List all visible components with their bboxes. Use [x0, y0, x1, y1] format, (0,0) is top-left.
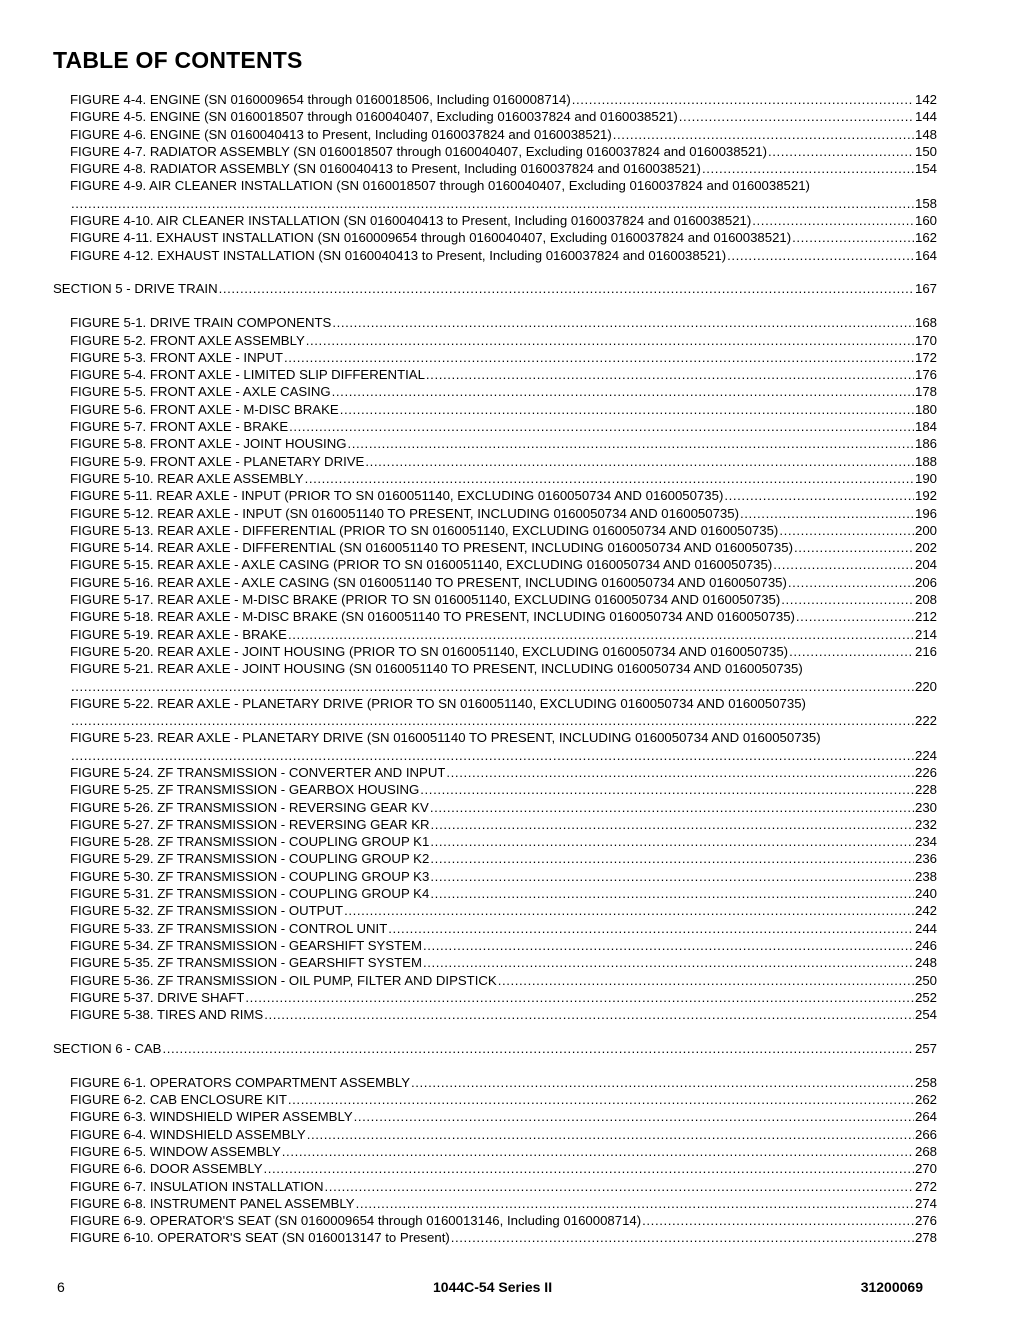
toc-entry-page: 270: [914, 1161, 937, 1177]
toc-entry-title: FIGURE 6-9. OPERATOR'S SEAT (SN 0160009654 through 0160013146, Including 0160008714): [70, 1213, 642, 1229]
toc-entry[interactable]: [53, 366, 937, 383]
footer-document-number: 31200069: [860, 1279, 923, 1295]
toc-entry[interactable]: [53, 972, 937, 989]
toc-entry-title: FIGURE 6-5. WINDOW ASSEMBLY: [70, 1143, 281, 1159]
dot-leader: [71, 712, 914, 729]
toc-entry-page: 190: [914, 470, 937, 486]
toc-entry-title: FIGURE 5-25. ZF TRANSMISSION - GEARBOX HOUSING: [70, 782, 420, 798]
toc-entry[interactable]: [53, 608, 937, 625]
toc-entry-page: 164: [914, 247, 937, 263]
toc-entry-page: 186: [914, 436, 937, 452]
toc-entry-page: 178: [914, 384, 937, 400]
toc-entry[interactable]: [53, 1178, 937, 1195]
dot-leader: [354, 1108, 914, 1125]
toc-entry[interactable]: [53, 954, 937, 971]
toc-entry-page: 176: [914, 367, 937, 383]
toc-entry[interactable]: [53, 539, 937, 556]
dot-leader: [796, 608, 914, 625]
toc-entry-page: 244: [914, 920, 937, 936]
toc-entry-page: 216: [914, 643, 937, 659]
toc-entry-title: FIGURE 5-9. FRONT AXLE - PLANETARY DRIVE: [70, 453, 365, 469]
toc-entry-page: 246: [914, 937, 937, 953]
toc-entry[interactable]: [53, 1195, 937, 1212]
toc-entry-page: 142: [914, 92, 937, 107]
dot-leader: [702, 160, 914, 177]
toc-entry-page: 276: [914, 1213, 937, 1229]
dot-leader: [451, 1229, 914, 1246]
toc-entry-title: FIGURE 5-36. ZF TRANSMISSION - OIL PUMP, FILTER AND DIPSTICK: [70, 972, 497, 988]
toc-entry[interactable]: [53, 160, 937, 177]
toc-entry-page: 170: [914, 332, 937, 348]
toc-entry-title: FIGURE 6-4. WINDSHIELD ASSEMBLY: [70, 1126, 306, 1142]
dot-leader: [423, 937, 914, 954]
dot-leader: [388, 920, 914, 937]
dot-leader: [71, 678, 914, 695]
toc-entry-page: 158: [914, 195, 937, 211]
toc-entry-page: 238: [914, 868, 937, 884]
dot-leader: [789, 643, 914, 660]
toc-section-entry[interactable]: [53, 1040, 937, 1057]
toc-entry-title: FIGURE 5-12. REAR AXLE - INPUT (SN 0160051140 TO PRESENT, INCLUDING 0160050734 AND 0160050735): [70, 505, 739, 521]
toc-entry[interactable]: [53, 247, 937, 264]
toc-entry[interactable]: [53, 920, 937, 937]
toc-entry-title: FIGURE 5-11. REAR AXLE - INPUT (PRIOR TO SN 0160051140, EXCLUDING 0160050734 AND 0160050735): [70, 488, 724, 504]
toc-entry[interactable]: [53, 556, 937, 573]
toc-entry-title: FIGURE 4-8. RADIATOR ASSEMBLY (SN 0160040413 to Present, Including 0160037824 and 0160038521): [70, 161, 701, 177]
toc-entry[interactable]: [53, 143, 937, 160]
toc-entry-page: 226: [914, 764, 937, 780]
toc-entry[interactable]: [53, 1126, 937, 1143]
dot-leader: [768, 143, 914, 160]
toc-entry[interactable]: [53, 833, 937, 850]
toc-entry[interactable]: [53, 470, 937, 487]
toc-entry[interactable]: [53, 212, 937, 229]
dot-leader: [344, 902, 914, 919]
toc-entry-page: 242: [914, 903, 937, 919]
toc-entry[interactable]: [53, 729, 937, 764]
toc-entry-title: FIGURE 5-5. FRONT AXLE - AXLE CASING: [70, 384, 331, 400]
toc-entry[interactable]: [53, 626, 937, 643]
toc-entry-title: FIGURE 6-7. INSULATION INSTALLATION: [70, 1178, 324, 1194]
toc-entry-page: 162: [914, 230, 937, 246]
toc-entry-title: FIGURE 5-6. FRONT AXLE - M-DISC BRAKE: [70, 401, 339, 417]
toc-entry-title: FIGURE 5-28. ZF TRANSMISSION - COUPLING GROUP K1: [70, 834, 430, 850]
toc-entry-page: 232: [914, 816, 937, 832]
dot-leader: [289, 418, 914, 435]
toc-entry[interactable]: [53, 1160, 937, 1177]
toc-entry-title: SECTION 6 - CAB: [53, 1040, 162, 1056]
toc-entry-page: 228: [914, 782, 937, 798]
toc-entry-title: FIGURE 5-29. ZF TRANSMISSION - COUPLING GROUP K2: [70, 851, 430, 867]
dot-leader: [431, 816, 914, 833]
toc-entry-title: FIGURE 5-1. DRIVE TRAIN COMPONENTS: [70, 315, 332, 331]
footer-page-number: 6: [57, 1279, 65, 1295]
dot-leader: [788, 574, 914, 591]
toc-entry-title: FIGURE 5-31. ZF TRANSMISSION - COUPLING GROUP K4: [70, 886, 430, 902]
dot-leader: [264, 1006, 914, 1023]
toc-entry-title: FIGURE 5-2. FRONT AXLE ASSEMBLY: [70, 332, 305, 348]
toc-entry-page: 150: [914, 143, 937, 159]
toc-entry-page: 234: [914, 834, 937, 850]
toc-section-entry[interactable]: [53, 280, 937, 297]
toc-entry-page: 192: [914, 488, 937, 504]
toc-entry[interactable]: [53, 505, 937, 522]
toc-entry-title: FIGURE 5-17. REAR AXLE - M-DISC BRAKE (PRIOR TO SN 0160051140, EXCLUDING 0160050734 AND 0160050735): [70, 592, 781, 608]
dot-leader: [430, 885, 914, 902]
toc-entry-page: 278: [914, 1230, 937, 1246]
toc-entry[interactable]: [53, 418, 937, 435]
toc-entry-title: FIGURE 5-38. TIRES AND RIMS: [70, 1007, 264, 1023]
toc-entry[interactable]: [53, 1108, 937, 1125]
dot-leader: [430, 868, 914, 885]
toc-entry[interactable]: [53, 574, 937, 591]
dot-leader: [332, 383, 914, 400]
dot-leader: [288, 1091, 914, 1108]
dot-leader: [365, 453, 914, 470]
toc-entry-page: 180: [914, 401, 937, 417]
toc-entry-page: 254: [914, 1007, 937, 1023]
toc-entry-title: FIGURE 4-11. EXHAUST INSTALLATION (SN 0160009654 through 0160040407, Excluding 0160037824 and 0160038521): [70, 230, 792, 246]
dot-leader: [348, 435, 914, 452]
toc-entry-page: 262: [914, 1092, 937, 1108]
toc-entry[interactable]: [53, 850, 937, 867]
toc-entry-title: FIGURE 6-6. DOOR ASSEMBLY: [70, 1161, 263, 1177]
dot-leader: [282, 1143, 914, 1160]
toc-entry[interactable]: [53, 885, 937, 902]
dot-leader: [420, 781, 914, 798]
dot-leader: [340, 401, 914, 418]
footer-model-name: 1044C-54 Series II: [433, 1279, 553, 1295]
dot-leader: [288, 626, 914, 643]
toc-entry-title: FIGURE 6-10. OPERATOR'S SEAT (SN 0160013147 to Present): [70, 1230, 450, 1246]
dot-leader: [332, 314, 914, 331]
toc-entry-title: FIGURE 5-3. FRONT AXLE - INPUT: [70, 349, 283, 365]
toc-entry-title: FIGURE 4-10. AIR CLEANER INSTALLATION (SN 0160040413 to Present, Including 0160037824 and 0160038521): [70, 213, 752, 229]
dot-leader: [306, 332, 914, 349]
dot-leader: [219, 280, 914, 297]
toc-entry[interactable]: [53, 816, 937, 833]
toc-entry-title: FIGURE 5-19. REAR AXLE - BRAKE: [70, 626, 287, 642]
dot-leader: [430, 850, 914, 867]
toc-entry[interactable]: [53, 764, 937, 781]
toc-entry-title: FIGURE 5-34. ZF TRANSMISSION - GEARSHIFT SYSTEM: [70, 937, 422, 953]
toc-entry[interactable]: [53, 695, 937, 730]
dot-leader: [71, 195, 914, 212]
dot-leader: [284, 349, 914, 366]
toc-entry-page: 236: [914, 851, 937, 867]
toc-entry-page: 184: [914, 419, 937, 435]
toc-entry[interactable]: [53, 868, 937, 885]
toc-entry-title: FIGURE 5-35. ZF TRANSMISSION - GEARSHIFT SYSTEM: [70, 955, 422, 971]
dot-leader: [781, 591, 914, 608]
dot-leader: [773, 556, 914, 573]
toc-entry-title: FIGURE 5-24. ZF TRANSMISSION - CONVERTER AND INPUT: [70, 764, 446, 780]
toc-entry-title: FIGURE 5-21. REAR AXLE - JOINT HOUSING (SN 0160051140 TO PRESENT, INCLUDING 0160050734 AND 0160050735): [70, 661, 803, 677]
dot-leader: [498, 972, 914, 989]
dot-leader: [71, 747, 914, 764]
toc-entry-page: 168: [914, 315, 937, 331]
toc-entry-page: 154: [914, 161, 937, 177]
dot-leader: [794, 539, 914, 556]
toc-entry[interactable]: [53, 314, 937, 331]
toc-entry-title: FIGURE 4-4. ENGINE (SN 0160009654 through 0160018506, Including 0160008714): [70, 92, 571, 107]
toc-entry-title: FIGURE 6-2. CAB ENCLOSURE KIT: [70, 1092, 287, 1108]
toc-entry[interactable]: [53, 799, 937, 816]
toc-entry[interactable]: [53, 487, 937, 504]
toc-entry-page: 266: [914, 1126, 937, 1142]
toc-entry[interactable]: [53, 177, 937, 212]
toc-entry-title: FIGURE 5-37. DRIVE SHAFT: [70, 989, 245, 1005]
toc-entry-title: FIGURE 6-1. OPERATORS COMPARTMENT ASSEMBLY: [70, 1074, 411, 1090]
toc-entry-page: 206: [914, 574, 937, 590]
dot-leader: [642, 1212, 914, 1229]
dot-leader: [305, 470, 914, 487]
dot-leader: [740, 505, 914, 522]
toc-entry-title: FIGURE 5-16. REAR AXLE - AXLE CASING (SN 0160051140 TO PRESENT, INCLUDING 0160050734 AND 0160050735): [70, 574, 787, 590]
toc-entry-page: 196: [914, 505, 937, 521]
toc-entry-title: FIGURE 5-7. FRONT AXLE - BRAKE: [70, 419, 289, 435]
toc-entry[interactable]: [53, 349, 937, 366]
toc-entry-title: FIGURE 4-6. ENGINE (SN 0160040413 to Present, Including 0160037824 and 0160038521): [70, 126, 612, 142]
toc-entry-page: 208: [914, 592, 937, 608]
toc-entry-page: 252: [914, 989, 937, 1005]
toc-entry-title: FIGURE 5-27. ZF TRANSMISSION - REVERSING GEAR KR: [70, 816, 430, 832]
dot-leader: [325, 1178, 914, 1195]
toc-entry[interactable]: [53, 660, 937, 695]
toc-entry[interactable]: [53, 591, 937, 608]
toc-entry[interactable]: [53, 902, 937, 919]
toc-entry-page: 250: [914, 972, 937, 988]
toc-entry[interactable]: [53, 522, 937, 539]
toc-entry-page: 214: [914, 626, 937, 642]
dot-leader: [727, 247, 914, 264]
toc-entry-title: FIGURE 6-3. WINDSHIELD WIPER ASSEMBLY: [70, 1109, 353, 1125]
table-of-contents: [53, 91, 937, 1247]
dot-leader: [792, 229, 914, 246]
toc-entry-page: 204: [914, 557, 937, 573]
toc-entry[interactable]: [53, 401, 937, 418]
toc-entry[interactable]: [53, 1143, 937, 1160]
toc-entry-page: 258: [914, 1074, 937, 1090]
toc-entry-page: 222: [914, 713, 937, 729]
dot-leader: [356, 1195, 914, 1212]
toc-entry[interactable]: [53, 989, 937, 1006]
toc-entry-page: 224: [914, 747, 937, 763]
toc-entry-title: FIGURE 5-22. REAR AXLE - PLANETARY DRIVE (PRIOR TO SN 0160051140, EXCLUDING 0160050734 AND 0160050735): [70, 695, 806, 711]
toc-entry-page: 148: [914, 126, 937, 142]
toc-entry-page: 220: [914, 678, 937, 694]
toc-entry[interactable]: [53, 126, 937, 143]
toc-entry[interactable]: [53, 108, 937, 125]
toc-entry-title: FIGURE 5-33. ZF TRANSMISSION - CONTROL UNIT: [70, 920, 388, 936]
toc-entry-title: FIGURE 5-13. REAR AXLE - DIFFERENTIAL (PRIOR TO SN 0160051140, EXCLUDING 0160050734 AND 0160050735): [70, 522, 779, 538]
toc-entry[interactable]: [53, 435, 937, 452]
toc-entry-title: FIGURE 5-10. REAR AXLE ASSEMBLY: [70, 470, 304, 486]
toc-entry-title: FIGURE 4-9. AIR CLEANER INSTALLATION (SN 0160018507 through 0160040407, Excluding 0160037824 and 0160038521): [70, 178, 810, 194]
toc-entry-title: FIGURE 5-8. FRONT AXLE - JOINT HOUSING: [70, 436, 347, 452]
toc-entry-title: SECTION 5 - DRIVE TRAIN: [53, 281, 218, 297]
dot-leader: [307, 1126, 914, 1143]
toc-entry-page: 212: [914, 609, 937, 625]
toc-entry-title: FIGURE 5-23. REAR AXLE - PLANETARY DRIVE (SN 0160051140 TO PRESENT, INCLUDING 0160050734 AND 0160050735): [70, 730, 821, 746]
toc-entry[interactable]: [53, 781, 937, 798]
toc-entry-page: 272: [914, 1178, 937, 1194]
toc-entry-title: FIGURE 6-8. INSTRUMENT PANEL ASSEMBLY: [70, 1195, 355, 1211]
toc-entry[interactable]: [53, 332, 937, 349]
toc-entry[interactable]: [53, 383, 937, 400]
dot-leader: [162, 1040, 914, 1057]
toc-entry-title: FIGURE 5-20. REAR AXLE - JOINT HOUSING (PRIOR TO SN 0160051140, EXCLUDING 0160050734 AND 0160050735): [70, 643, 789, 659]
toc-entry[interactable]: [53, 643, 937, 660]
toc-entry-title: FIGURE 5-14. REAR AXLE - DIFFERENTIAL (SN 0160051140 TO PRESENT, INCLUDING 0160050734 AND 0160050735): [70, 540, 793, 556]
toc-entry[interactable]: [53, 91, 937, 108]
toc-entry-title: FIGURE 5-15. REAR AXLE - AXLE CASING (PRIOR TO SN 0160051140, EXCLUDING 0160050734 AND 0160050735): [70, 557, 773, 573]
toc-entry-title: FIGURE 5-18. REAR AXLE - M-DISC BRAKE (SN 0160051140 TO PRESENT, INCLUDING 0160050734 AND 0160050735): [70, 609, 795, 625]
dot-leader: [752, 212, 914, 229]
dot-leader: [423, 954, 914, 971]
page-footer: [53, 1279, 923, 1299]
toc-entry-page: 264: [914, 1109, 937, 1125]
toc-entry[interactable]: [53, 453, 937, 470]
toc-entry[interactable]: [53, 229, 937, 246]
toc-entry-page: 172: [914, 349, 937, 365]
dot-leader: [446, 764, 914, 781]
toc-entry-title: FIGURE 4-12. EXHAUST INSTALLATION (SN 0160040413 to Present, Including 0160037824 and 0160038521): [70, 247, 727, 263]
toc-entry-page: 230: [914, 799, 937, 815]
toc-entry-page: 268: [914, 1143, 937, 1159]
toc-entry-page: 257: [914, 1040, 937, 1056]
dot-leader: [411, 1074, 914, 1091]
dot-leader: [264, 1160, 914, 1177]
dot-leader: [245, 989, 914, 1006]
toc-entry[interactable]: [53, 1212, 937, 1229]
toc-entry-title: FIGURE 4-7. RADIATOR ASSEMBLY (SN 0160018507 through 0160040407, Excluding 0160037824 and 0160038521): [70, 143, 767, 159]
toc-entry-page: 202: [914, 540, 937, 556]
dot-leader: [426, 366, 914, 383]
dot-leader: [572, 91, 914, 108]
toc-entry-page: 248: [914, 955, 937, 971]
dot-leader: [430, 833, 914, 850]
toc-entry-page: 200: [914, 522, 937, 538]
toc-entry-title: FIGURE 4-5. ENGINE (SN 0160018507 through 0160040407, Excluding 0160037824 and 0160038521): [70, 109, 678, 125]
toc-entry[interactable]: [53, 937, 937, 954]
toc-entry[interactable]: [53, 1229, 937, 1246]
dot-leader: [779, 522, 914, 539]
page-title: TABLE OF CONTENTS: [53, 47, 303, 73]
toc-entry[interactable]: [53, 1074, 937, 1091]
dot-leader: [679, 108, 914, 125]
dot-leader: [724, 487, 914, 504]
toc-entry[interactable]: [53, 1006, 937, 1023]
toc-entry[interactable]: [53, 1091, 937, 1108]
toc-entry-title: FIGURE 5-32. ZF TRANSMISSION - OUTPUT: [70, 903, 344, 919]
dot-leader: [430, 799, 914, 816]
toc-entry-page: 274: [914, 1195, 937, 1211]
toc-entry-page: 167: [914, 281, 937, 297]
toc-entry-title: FIGURE 5-30. ZF TRANSMISSION - COUPLING GROUP K3: [70, 868, 430, 884]
toc-entry-page: 160: [914, 213, 937, 229]
dot-leader: [613, 126, 914, 143]
toc-entry-title: FIGURE 5-4. FRONT AXLE - LIMITED SLIP DIFFERENTIAL: [70, 367, 425, 383]
toc-entry-title: FIGURE 5-26. ZF TRANSMISSION - REVERSING GEAR KV: [70, 799, 429, 815]
toc-entry-page: 240: [914, 886, 937, 902]
toc-entry-page: 144: [914, 109, 937, 125]
toc-entry-page: 188: [914, 453, 937, 469]
